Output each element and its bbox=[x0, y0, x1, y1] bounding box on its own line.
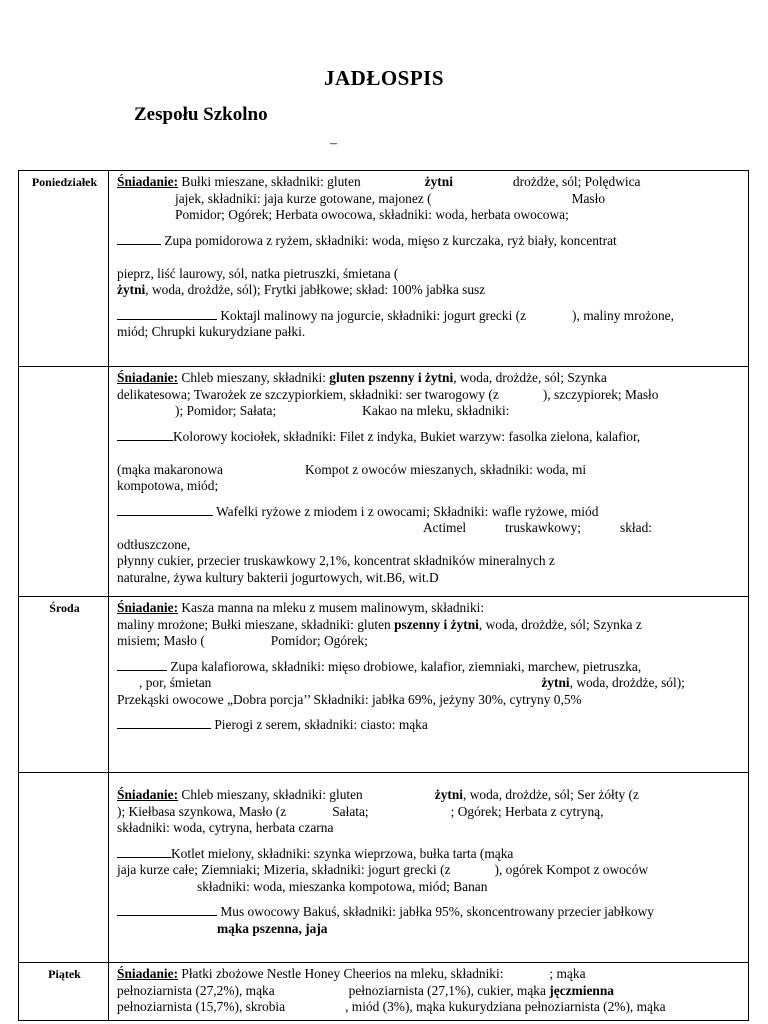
blank-line bbox=[117, 845, 171, 858]
day-label-wednesday: Środa bbox=[19, 597, 109, 773]
day-label-tuesday bbox=[19, 367, 109, 597]
menu-cell-thursday bbox=[109, 773, 749, 963]
menu-row-monday bbox=[19, 171, 749, 367]
menu-table bbox=[18, 170, 749, 1021]
lunch-wednesday: Zupa kalafiorowa, składniki: mięso drobiowe, kalafior, ziemniaki, marchew, pietruszka, , por, śmietan żytni, woda, drożdże, sól); Przekąski owocowe „Dobra porcja’’ Składniki: jabłka 69%, jeżyny 30%, cytryny 0,5% bbox=[117, 658, 685, 707]
blank-line bbox=[117, 903, 217, 916]
day-label-monday: Poniedziałek bbox=[19, 171, 109, 367]
document-subtitle: Zespołu Szkolno bbox=[134, 104, 268, 125]
document-title: JADŁOSPIS bbox=[323, 66, 445, 90]
breakfast-monday: Śniadanie: Bułki mieszane, składniki: gluten żytni drożdże, sól; Polędwica jajek, składniki: jaja kurze gotowane, majonez ( Masło Pomidor; Ogórek; Herbata owocowa, składniki: woda, herbata owocowa; bbox=[117, 174, 641, 222]
blank-line bbox=[117, 716, 211, 729]
snack-monday: Koktajl malinowy na jogurcie, składniki: jogurt grecki (z ), maliny mrożone, miód; Chrupki kukurydziane pałki. bbox=[117, 307, 674, 339]
menu-cell-wednesday bbox=[109, 597, 749, 773]
breakfast-thursday: Śniadanie: Chleb mieszany, składniki: gluten żytni, woda, drożdże, sól; Ser żółty (z ); Kiełbasa szynkowa, Masło (z Sałata; ; Ogórek; Herbata z cytryną, składniki: woda, cytryna, herbata czarna bbox=[117, 787, 639, 835]
breakfast-tuesday: Śniadanie: Chleb mieszany, składniki: gluten pszenny i żytni, woda, drożdże, sól; Szynka delikatesowa; Twarożek ze szczypiorkiem, składniki: ser twarogowy (z ), szczypiorek; Masło ); Pomidor; Sałata; Kakao na mleku, składniki: bbox=[117, 370, 659, 418]
snack-thursday: Mus owocowy Bakuś, składniki: jabłka 95%, skoncentrowany przecier jabłkowy mąka pszenna, jaja bbox=[117, 903, 742, 937]
lunch-monday: Zupa pomidorowa z ryżem, składniki: woda, mięso z kurczaka, ryż biały, koncentrat pieprz, liść laurowy, sól, natka pietruszki, śmietana ( żytni, woda, drożdże, sól); Frytki jabłkowe; skład: 100% jabłka susz bbox=[117, 232, 617, 297]
snack-tuesday: Wafelki ryżowe z miodem i z owocami; Składniki: wafle ryżowe, miód Actimel truskawkowy; skład:odtłuszczone, płynny cukier, przecier truskawkowy 2,1%, koncentrat składników mineralnych z naturalne, żywa kultury bakterii jogurtowych, wit.B6, wit.D bbox=[117, 503, 652, 585]
day-label-thursday bbox=[19, 773, 109, 963]
breakfast-friday: Śniadanie: Płatki zbożowe Nestle Honey Cheerios na mleku, składniki: ; mąka pełnoziarnista (27,2%), mąka pełnoziarnista (27,1%), cukier, mąka jęczmienna pełnoziarnista (15,7%), skrobia , miód (3%), mąka kukurydziana pełnoziarnista (2%), mąka bbox=[117, 966, 666, 1014]
blank-line bbox=[117, 428, 173, 441]
blank-line bbox=[117, 232, 161, 245]
menu-row-wednesday bbox=[19, 597, 749, 773]
menu-row-friday bbox=[19, 963, 749, 1021]
menu-row-thursday bbox=[19, 773, 749, 963]
menu-cell-monday bbox=[109, 171, 749, 367]
menu-cell-friday bbox=[109, 963, 749, 1021]
blank-line bbox=[117, 503, 213, 516]
breakfast-wednesday: Śniadanie: Kasza manna na mleku z musem malinowym, składniki: maliny mrożone; Bułki mieszane, składniki: gluten pszenny i żytni, woda, drożdże, sól; Szynka z misiem; Masło ( Pomidor; Ogórek; bbox=[117, 600, 642, 648]
blank-line bbox=[117, 307, 217, 320]
lunch-tuesday: Kolorowy kociołek, składniki: Filet z indyka, Bukiet warzyw: fasolka zielona, kalafior, (mąka makaronowa Kompot z owoców mieszanych, składniki: woda, mi kompotowa, miód; bbox=[117, 428, 641, 493]
breakfast-label: Śniadanie: bbox=[117, 174, 179, 189]
day-label-friday: Piątek bbox=[19, 963, 109, 1021]
snack-wednesday: Pierogi z serem, składniki: ciasto: mąka bbox=[117, 716, 742, 734]
subtitle-dash: – bbox=[330, 136, 337, 151]
blank-line bbox=[117, 658, 167, 671]
lunch-thursday: Kotlet mielony, składniki: szynka wieprzowa, bułka tarta (mąka jaja kurze całe; Ziemniaki; Mizeria, składniki: jogurt grecki (z ), ogórek Kompot z owoców składniki: woda, mieszanka kompotowa, miód; Banan bbox=[117, 845, 649, 894]
menu-row-tuesday bbox=[19, 367, 749, 597]
menu-cell-tuesday bbox=[109, 367, 749, 597]
